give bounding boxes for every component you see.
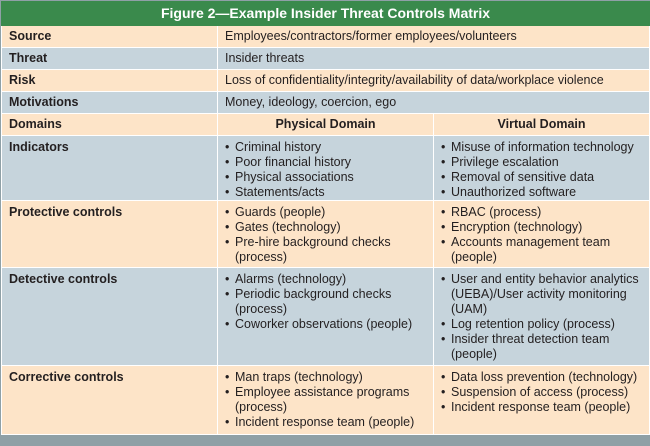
virtual-list-cell [434, 201, 650, 268]
list-item-text: User and entity behavior analytics (UEBA)/User activity monitoring (UAM) [451, 272, 639, 316]
list-item-text: Guards (people) [235, 205, 326, 219]
figure-title: Figure 2—Example Insider Threat Controls Matrix [2, 2, 650, 26]
list-item [441, 170, 649, 185]
table-row [2, 366, 650, 435]
list-item [441, 205, 649, 220]
bullet-icon: • [441, 272, 446, 286]
row-value: Loss of confidentiality/integrity/availability of data/workplace violence [218, 70, 650, 92]
list-item-text: Gates (technology) [235, 220, 341, 234]
list-item [225, 185, 433, 200]
list-item-text: Employee assistance programs (process) [235, 385, 410, 414]
row-label: Corrective controls [2, 366, 218, 435]
list-item [441, 317, 649, 332]
list-item [225, 415, 433, 430]
physical-list-cell [218, 366, 434, 435]
list-item-text: Insider threat detection team (people) [451, 332, 610, 361]
matrix-table [1, 1, 650, 435]
virtual-list-cell [434, 136, 650, 201]
list-item-text: Physical associations [235, 170, 354, 184]
bullet-icon: • [225, 155, 230, 169]
list-item-text: Accounts management team (people) [451, 235, 611, 264]
virtual-list-cell [434, 366, 650, 435]
bullet-icon: • [441, 235, 446, 249]
row-label: Motivations [2, 92, 218, 114]
list-item [441, 185, 649, 200]
list-item-text: Alarms (technology) [235, 272, 347, 286]
list-item [441, 370, 649, 385]
list-item [225, 272, 433, 287]
list-item-text: Periodic background checks (process) [235, 287, 392, 316]
list-item [225, 287, 433, 317]
list-item [225, 205, 433, 220]
list-item [225, 155, 433, 170]
bullet-icon: • [225, 170, 230, 184]
list-item-text: Poor financial history [235, 155, 352, 169]
physical-domain-header: Physical Domain [218, 114, 434, 136]
list-item-text: Pre-hire background checks (process) [235, 235, 391, 264]
bullet-icon: • [441, 140, 446, 154]
bullet-list [225, 140, 433, 200]
list-item-text: Suspension of access (process) [451, 385, 629, 399]
row-label: Risk [2, 70, 218, 92]
row-label: Detective controls [2, 268, 218, 366]
bullet-icon: • [225, 317, 230, 331]
bullet-list [225, 370, 433, 430]
bullet-list [441, 140, 649, 200]
bullet-list [441, 272, 649, 362]
row-label: Domains [2, 114, 218, 136]
bullet-list [441, 370, 649, 415]
list-item [441, 235, 649, 265]
table-row [2, 70, 650, 92]
row-label: Protective controls [2, 201, 218, 268]
row-label: Source [2, 26, 218, 48]
list-item-text: Incident response team (people) [451, 400, 631, 414]
list-item [225, 140, 433, 155]
bullet-icon: • [441, 220, 446, 234]
row-value: Employees/contractors/former employees/volunteers [218, 26, 650, 48]
bullet-icon: • [441, 385, 446, 399]
list-item-text: Log retention policy (process) [451, 317, 615, 331]
bullet-list [441, 205, 649, 265]
bullet-icon: • [225, 235, 230, 249]
list-item-text: Removal of sensitive data [451, 170, 595, 184]
table-row [2, 136, 650, 201]
list-item [225, 370, 433, 385]
list-item [441, 140, 649, 155]
list-item-text: Misuse of information technology [451, 140, 634, 154]
bullet-icon: • [441, 332, 446, 346]
bullet-icon: • [225, 140, 230, 154]
bullet-icon: • [225, 220, 230, 234]
list-item-text: Encryption (technology) [451, 220, 583, 234]
table-row [2, 26, 650, 48]
list-item-text: Unauthorized software [451, 185, 577, 199]
list-item [225, 220, 433, 235]
virtual-list-cell [434, 268, 650, 366]
bullet-icon: • [225, 287, 230, 301]
bullet-icon: • [225, 272, 230, 286]
bullet-icon: • [441, 170, 446, 184]
list-item [225, 317, 433, 332]
bullet-icon: • [441, 317, 446, 331]
list-item [441, 332, 649, 362]
bullet-list [225, 205, 433, 265]
bullet-icon: • [441, 370, 446, 384]
list-item [441, 400, 649, 415]
row-value: Money, ideology, coercion, ego [218, 92, 650, 114]
list-item [441, 220, 649, 235]
row-value: Insider threats [218, 48, 650, 70]
list-item [441, 155, 649, 170]
bullet-icon: • [225, 415, 230, 429]
physical-list-cell [218, 268, 434, 366]
list-item-text: Criminal history [235, 140, 322, 154]
list-item [441, 272, 649, 317]
bullet-icon: • [441, 400, 446, 414]
bullet-list [225, 272, 433, 332]
table-row [2, 92, 650, 114]
list-item [225, 385, 433, 415]
list-item-text: Data loss prevention (technology) [451, 370, 638, 384]
physical-list-cell [218, 201, 434, 268]
title-row [2, 2, 650, 26]
row-label: Threat [2, 48, 218, 70]
list-item-text: Man traps (technology) [235, 370, 363, 384]
bullet-icon: • [225, 205, 230, 219]
bullet-icon: • [441, 185, 446, 199]
virtual-domain-header: Virtual Domain [434, 114, 650, 136]
table-row [2, 201, 650, 268]
list-item-text: RBAC (process) [451, 205, 542, 219]
list-item [225, 170, 433, 185]
domains-header-row [2, 114, 650, 136]
table-row [2, 48, 650, 70]
bullet-icon: • [225, 370, 230, 384]
list-item-text: Incident response team (people) [235, 415, 415, 429]
physical-list-cell [218, 136, 434, 201]
list-item [225, 235, 433, 265]
bullet-icon: • [441, 155, 446, 169]
bullet-icon: • [441, 205, 446, 219]
bullet-icon: • [225, 385, 230, 399]
table-row [2, 268, 650, 366]
bullet-icon: • [225, 185, 230, 199]
list-item-text: Coworker observations (people) [235, 317, 413, 331]
list-item [441, 385, 649, 400]
list-item-text: Privilege escalation [451, 155, 559, 169]
list-item-text: Statements/acts [235, 185, 325, 199]
row-label: Indicators [2, 136, 218, 201]
